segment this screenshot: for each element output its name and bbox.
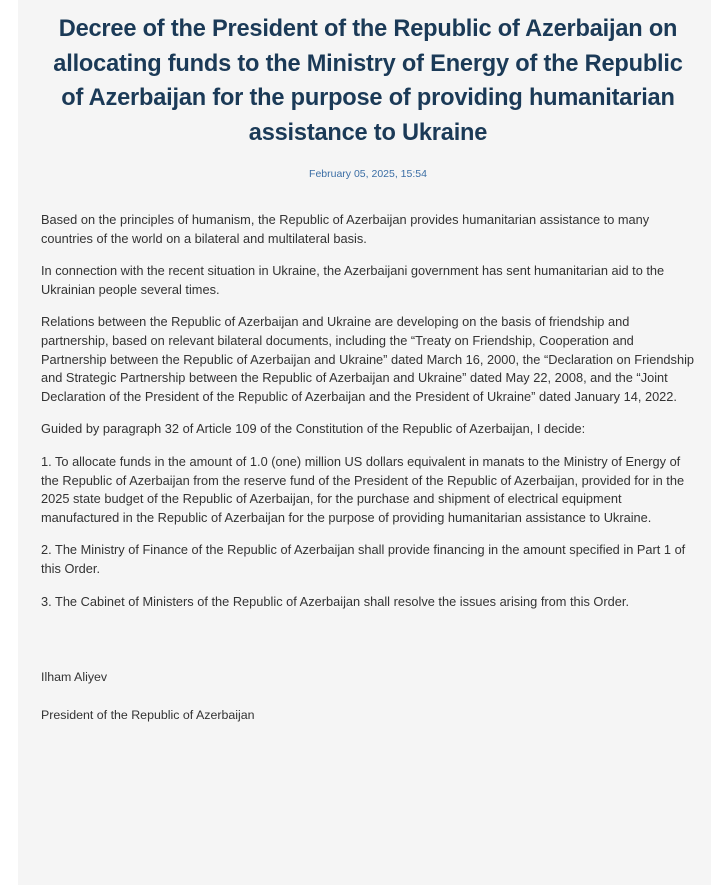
signature-name: Ilham Aliyev: [41, 670, 108, 685]
signature-block: [41, 669, 695, 723]
paragraph-clause-1: 1. To allocate funds in the amount of 1.0 (one) million US dollars equivalent in manats to the Ministry of Energy of the Republic of Azerbaijan from the reserve fund of the President of the Republic of Azerbaijan, provided for in the 2025 state budget of the Republic of Azerbaijan, for the purchase and shipment of electrical equipment manufactured in the Republic of Azerbaijan for the purpose of providing humanitarian assistance to Ukraine.: [41, 453, 685, 525]
paragraph-clause-2: 2. The Ministry of Finance of the Republic of Azerbaijan shall provide financing in the amount specified in Part 1 of this Order.: [41, 542, 686, 576]
article-title: Decree of the President of the Republic of Azerbaijan on allocating funds to the Ministry of Energy of the Republic of Azerbaijan for the purpose of providing humanitarian assistance to Ukraine: [53, 16, 683, 146]
article-body: [41, 211, 695, 611]
paragraph-clause-3: 3. The Cabinet of Ministers of the Republic of Azerbaijan shall resolve the issues arising from this Order.: [41, 593, 629, 609]
paragraph-relations: Relations between the Republic of Azerbaijan and Ukraine are developing on the basis of friendship and partnership, based on relevant bilateral documents, including the “Treaty on Friendship, Cooperation and Partnership between the Republic of Azerbaijan and Ukraine” dated March 16, 2000, the “Declaration on Friendship and Strategic Partnership between the Republic of Azerbaijan and Ukraine” dated May 22, 2008, and the “Joint Declaration of the President of the Republic of Azerbaijan and the President of Ukraine” dated January 14, 2022.: [41, 314, 695, 404]
paragraph-guided: Guided by paragraph 32 of Article 109 of the Constitution of the Republic of Azerbaijan, I decide:: [41, 421, 586, 437]
article-container: [18, 0, 711, 885]
paragraph-humanism: Based on the principles of humanism, the Republic of Azerbaijan provides humanitarian assistance to many countries of the world on a bilateral and multilateral basis.: [41, 212, 650, 246]
article-date: February 05, 2025, 15:54: [309, 168, 427, 180]
paragraph-situation: In connection with the recent situation in Ukraine, the Azerbaijani government has sent humanitarian aid to the Ukrainian people several times.: [41, 263, 665, 297]
signature-position: President of the Republic of Azerbaijan: [41, 708, 255, 723]
